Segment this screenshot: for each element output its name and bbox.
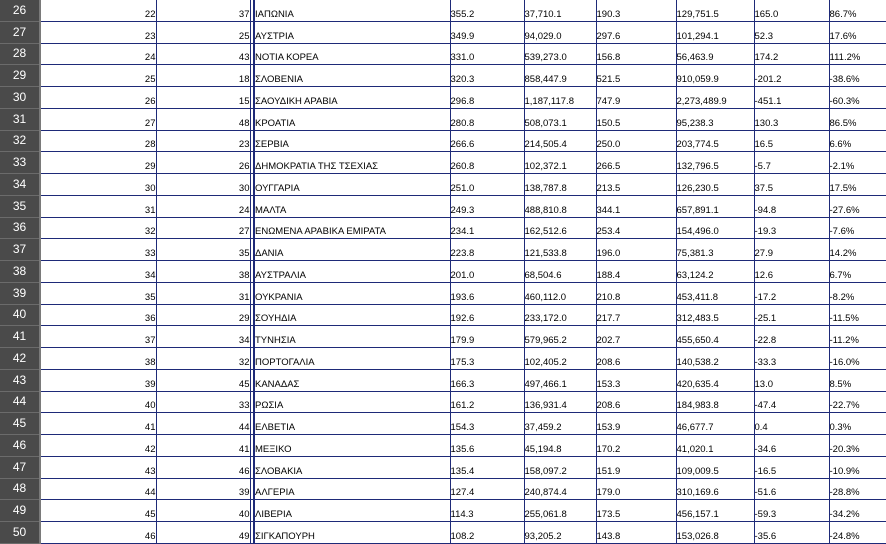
cell-value-2[interactable]: 93,205.2 bbox=[524, 522, 596, 544]
cell-change-pct[interactable]: -2.1% bbox=[829, 152, 886, 174]
row-header[interactable]: 33 bbox=[0, 152, 40, 174]
cell-country[interactable]: ΚΡΟΑΤΙΑ bbox=[254, 108, 450, 130]
cell-change-pct[interactable]: -10.9% bbox=[829, 456, 886, 478]
cell-country[interactable]: ΕΝΩΜΕΝΑ ΑΡΑΒΙΚΑ ΕΜΙΡΑΤΑ bbox=[254, 217, 450, 239]
cell-value-2[interactable]: 68,504.6 bbox=[524, 261, 596, 283]
cell-value-3[interactable]: 521.5 bbox=[596, 65, 676, 87]
cell-change-pct[interactable]: 6.6% bbox=[829, 130, 886, 152]
cell-value-3[interactable]: 217.7 bbox=[596, 304, 676, 326]
cell-rank[interactable]: 26 bbox=[40, 87, 156, 109]
cell-value-2[interactable]: 497,466.1 bbox=[524, 369, 596, 391]
cell-value-1[interactable]: 234.1 bbox=[450, 217, 524, 239]
cell-value-3[interactable]: 210.8 bbox=[596, 282, 676, 304]
cell-change-pct[interactable]: 17.5% bbox=[829, 174, 886, 196]
row-header[interactable]: 49 bbox=[0, 500, 40, 522]
cell-rank[interactable]: 22 bbox=[40, 0, 156, 21]
cell-value-4[interactable]: 456,157.1 bbox=[676, 500, 754, 522]
table-row bbox=[0, 195, 886, 217]
cell-value-1[interactable]: 280.8 bbox=[450, 108, 524, 130]
table-row bbox=[0, 43, 886, 65]
table-row bbox=[0, 261, 886, 283]
cell-value-1[interactable]: 114.3 bbox=[450, 500, 524, 522]
cell-rank[interactable]: 23 bbox=[40, 21, 156, 43]
row-header[interactable]: 44 bbox=[0, 391, 40, 413]
cell-country[interactable]: ΛΙΒΕΡΙΑ bbox=[254, 500, 450, 522]
cell-value-2[interactable]: 214,505.4 bbox=[524, 130, 596, 152]
table-row bbox=[0, 435, 886, 457]
cell-country[interactable]: ΜΑΛΤΑ bbox=[254, 195, 450, 217]
row-header[interactable]: 30 bbox=[0, 87, 40, 109]
cell-value-5[interactable]: -5.7 bbox=[754, 152, 829, 174]
cell-value-1[interactable]: 223.8 bbox=[450, 239, 524, 261]
cell-value-1[interactable]: 166.3 bbox=[450, 369, 524, 391]
cell-prev-rank[interactable]: 33 bbox=[156, 391, 250, 413]
cell-value-3[interactable]: 153.3 bbox=[596, 369, 676, 391]
cell-change-pct[interactable]: -34.2% bbox=[829, 500, 886, 522]
cell-value-3[interactable]: 188.4 bbox=[596, 261, 676, 283]
cell-value-4[interactable]: 455,650.4 bbox=[676, 326, 754, 348]
cell-value-2[interactable]: 162,512.6 bbox=[524, 217, 596, 239]
row-header[interactable]: 41 bbox=[0, 326, 40, 348]
cell-value-2[interactable]: 579,965.2 bbox=[524, 326, 596, 348]
cell-change-pct[interactable]: -11.5% bbox=[829, 304, 886, 326]
cell-value-5[interactable]: 27.9 bbox=[754, 239, 829, 261]
cell-value-5[interactable]: 0.4 bbox=[754, 413, 829, 435]
table-row bbox=[0, 500, 886, 522]
cell-prev-rank[interactable]: 25 bbox=[156, 21, 250, 43]
cell-value-4[interactable]: 56,463.9 bbox=[676, 43, 754, 65]
cell-value-2[interactable]: 102,372.1 bbox=[524, 152, 596, 174]
cell-value-2[interactable]: 508,073.1 bbox=[524, 108, 596, 130]
cell-rank[interactable]: 35 bbox=[40, 282, 156, 304]
cell-value-3[interactable]: 747.9 bbox=[596, 87, 676, 109]
cell-value-2[interactable]: 255,061.8 bbox=[524, 500, 596, 522]
cell-value-5[interactable]: -34.6 bbox=[754, 435, 829, 457]
cell-value-4[interactable]: 132,796.5 bbox=[676, 152, 754, 174]
cell-value-3[interactable]: 151.9 bbox=[596, 456, 676, 478]
table-row bbox=[0, 413, 886, 435]
cell-prev-rank[interactable]: 44 bbox=[156, 413, 250, 435]
cell-value-3[interactable]: 143.8 bbox=[596, 522, 676, 544]
cell-value-1[interactable]: 249.3 bbox=[450, 195, 524, 217]
row-header[interactable]: 50 bbox=[0, 522, 40, 544]
cell-prev-rank[interactable]: 15 bbox=[156, 87, 250, 109]
cell-value-1[interactable]: 349.9 bbox=[450, 21, 524, 43]
cell-rank[interactable]: 45 bbox=[40, 500, 156, 522]
row-header[interactable]: 37 bbox=[0, 239, 40, 261]
cell-prev-rank[interactable]: 35 bbox=[156, 239, 250, 261]
cell-change-pct[interactable]: -11.2% bbox=[829, 326, 886, 348]
cell-rank[interactable]: 34 bbox=[40, 261, 156, 283]
cell-value-5[interactable]: 16.5 bbox=[754, 130, 829, 152]
cell-prev-rank[interactable]: 48 bbox=[156, 108, 250, 130]
cell-value-5[interactable]: 52.3 bbox=[754, 21, 829, 43]
table-row bbox=[0, 391, 886, 413]
cell-value-1[interactable]: 266.6 bbox=[450, 130, 524, 152]
table-row bbox=[0, 369, 886, 391]
cell-value-1[interactable]: 296.8 bbox=[450, 87, 524, 109]
cell-value-1[interactable]: 193.6 bbox=[450, 282, 524, 304]
cell-value-2[interactable]: 102,405.2 bbox=[524, 348, 596, 370]
cell-prev-rank[interactable]: 27 bbox=[156, 217, 250, 239]
cell-value-4[interactable]: 153,026.8 bbox=[676, 522, 754, 544]
cell-rank[interactable]: 24 bbox=[40, 43, 156, 65]
cell-value-2[interactable]: 488,810.8 bbox=[524, 195, 596, 217]
cell-change-pct[interactable]: 111.2% bbox=[829, 43, 886, 65]
cell-prev-rank[interactable]: 31 bbox=[156, 282, 250, 304]
cell-value-1[interactable]: 355.2 bbox=[450, 0, 524, 21]
row-header[interactable]: 34 bbox=[0, 174, 40, 196]
cell-value-3[interactable]: 208.6 bbox=[596, 348, 676, 370]
cell-prev-rank[interactable]: 30 bbox=[156, 174, 250, 196]
cell-value-4[interactable]: 46,677.7 bbox=[676, 413, 754, 435]
table-row bbox=[0, 326, 886, 348]
cell-prev-rank[interactable]: 43 bbox=[156, 43, 250, 65]
table-row bbox=[0, 152, 886, 174]
table-row bbox=[0, 130, 886, 152]
cell-country[interactable]: ΚΑΝΑΔΑΣ bbox=[254, 369, 450, 391]
cell-value-3[interactable]: 173.5 bbox=[596, 500, 676, 522]
cell-value-2[interactable]: 233,172.0 bbox=[524, 304, 596, 326]
cell-value-4[interactable]: 2,273,489.9 bbox=[676, 87, 754, 109]
cell-value-5[interactable]: 37.5 bbox=[754, 174, 829, 196]
cell-value-4[interactable]: 657,891.1 bbox=[676, 195, 754, 217]
cell-value-1[interactable]: 260.8 bbox=[450, 152, 524, 174]
cell-country[interactable]: ΣΛΟΒΑΚΙΑ bbox=[254, 456, 450, 478]
cell-rank[interactable]: 46 bbox=[40, 522, 156, 544]
cell-country[interactable]: ΠΟΡΤΟΓΑΛΙΑ bbox=[254, 348, 450, 370]
row-header[interactable]: 36 bbox=[0, 217, 40, 239]
row-header[interactable]: 48 bbox=[0, 478, 40, 500]
row-header[interactable]: 40 bbox=[0, 304, 40, 326]
cell-value-5[interactable]: -94.8 bbox=[754, 195, 829, 217]
cell-value-3[interactable]: 156.8 bbox=[596, 43, 676, 65]
cell-country[interactable]: ΕΛΒΕΤΙΑ bbox=[254, 413, 450, 435]
cell-value-1[interactable]: 331.0 bbox=[450, 43, 524, 65]
cell-value-2[interactable]: 37,459.2 bbox=[524, 413, 596, 435]
cell-prev-rank[interactable]: 49 bbox=[156, 522, 250, 544]
cell-rank[interactable]: 25 bbox=[40, 65, 156, 87]
cell-country[interactable]: ΑΛΓΕΡΙΑ bbox=[254, 478, 450, 500]
cell-rank[interactable]: 43 bbox=[40, 456, 156, 478]
cell-rank[interactable]: 38 bbox=[40, 348, 156, 370]
cell-value-4[interactable]: 101,294.1 bbox=[676, 21, 754, 43]
cell-value-3[interactable]: 213.5 bbox=[596, 174, 676, 196]
cell-value-5[interactable]: -33.3 bbox=[754, 348, 829, 370]
cell-country[interactable]: ΙΑΠΩΝΙΑ bbox=[254, 0, 450, 21]
cell-country[interactable]: ΜΕΞΙΚΟ bbox=[254, 435, 450, 457]
row-header[interactable]: 47 bbox=[0, 456, 40, 478]
cell-rank[interactable]: 37 bbox=[40, 326, 156, 348]
cell-rank[interactable]: 32 bbox=[40, 217, 156, 239]
cell-change-pct[interactable]: -20.3% bbox=[829, 435, 886, 457]
cell-value-3[interactable]: 170.2 bbox=[596, 435, 676, 457]
cell-rank[interactable]: 31 bbox=[40, 195, 156, 217]
cell-prev-rank[interactable]: 39 bbox=[156, 478, 250, 500]
cell-rank[interactable]: 30 bbox=[40, 174, 156, 196]
cell-change-pct[interactable]: -16.0% bbox=[829, 348, 886, 370]
cell-value-4[interactable]: 140,538.2 bbox=[676, 348, 754, 370]
cell-value-1[interactable]: 175.3 bbox=[450, 348, 524, 370]
cell-value-1[interactable]: 251.0 bbox=[450, 174, 524, 196]
cell-value-2[interactable]: 121,533.8 bbox=[524, 239, 596, 261]
cell-country[interactable]: ΔΑΝΙΑ bbox=[254, 239, 450, 261]
cell-value-3[interactable]: 253.4 bbox=[596, 217, 676, 239]
cell-prev-rank[interactable]: 24 bbox=[156, 195, 250, 217]
cell-value-3[interactable]: 153.9 bbox=[596, 413, 676, 435]
cell-value-1[interactable]: 320.3 bbox=[450, 65, 524, 87]
table-row bbox=[0, 108, 886, 130]
cell-prev-rank[interactable]: 41 bbox=[156, 435, 250, 457]
cell-country[interactable]: ΣΛΟΒΕΝΙΑ bbox=[254, 65, 450, 87]
cell-country[interactable]: ΣΕΡΒΙΑ bbox=[254, 130, 450, 152]
table-row bbox=[0, 217, 886, 239]
cell-value-3[interactable]: 344.1 bbox=[596, 195, 676, 217]
cell-rank[interactable]: 42 bbox=[40, 435, 156, 457]
cell-value-5[interactable]: -201.2 bbox=[754, 65, 829, 87]
cell-value-5[interactable]: -35.6 bbox=[754, 522, 829, 544]
table-row bbox=[0, 304, 886, 326]
row-header[interactable]: 45 bbox=[0, 413, 40, 435]
cell-value-5[interactable]: -47.4 bbox=[754, 391, 829, 413]
cell-value-2[interactable]: 45,194.8 bbox=[524, 435, 596, 457]
table-row bbox=[0, 239, 886, 261]
cell-prev-rank[interactable]: 18 bbox=[156, 65, 250, 87]
cell-rank[interactable]: 39 bbox=[40, 369, 156, 391]
cell-country[interactable]: ΔΗΜΟΚΡΑΤΙΑ ΤΗΣ ΤΣΕΧΙΑΣ bbox=[254, 152, 450, 174]
cell-change-pct[interactable]: -27.6% bbox=[829, 195, 886, 217]
row-header[interactable]: 29 bbox=[0, 65, 40, 87]
cell-change-pct[interactable]: -8.2% bbox=[829, 282, 886, 304]
cell-prev-rank[interactable]: 40 bbox=[156, 500, 250, 522]
cell-value-2[interactable]: 37,710.1 bbox=[524, 0, 596, 21]
cell-change-pct[interactable]: 17.6% bbox=[829, 21, 886, 43]
cell-value-4[interactable]: 75,381.3 bbox=[676, 239, 754, 261]
cell-prev-rank[interactable]: 37 bbox=[156, 0, 250, 21]
cell-change-pct[interactable]: -24.8% bbox=[829, 522, 886, 544]
cell-value-5[interactable]: 13.0 bbox=[754, 369, 829, 391]
cell-rank[interactable]: 29 bbox=[40, 152, 156, 174]
cell-prev-rank[interactable]: 23 bbox=[156, 130, 250, 152]
row-header[interactable]: 31 bbox=[0, 108, 40, 130]
cell-value-1[interactable]: 192.6 bbox=[450, 304, 524, 326]
cell-value-4[interactable]: 420,635.4 bbox=[676, 369, 754, 391]
cell-value-5[interactable]: -59.3 bbox=[754, 500, 829, 522]
cell-value-5[interactable]: -17.2 bbox=[754, 282, 829, 304]
cell-country[interactable]: ΑΥΣΤΡΑΛΙΑ bbox=[254, 261, 450, 283]
cell-country[interactable]: ΑΥΣΤΡΙΑ bbox=[254, 21, 450, 43]
table-row bbox=[0, 282, 886, 304]
cell-country[interactable]: ΣΟΥΗΔΙΑ bbox=[254, 304, 450, 326]
row-header[interactable]: 43 bbox=[0, 369, 40, 391]
cell-change-pct[interactable]: 14.2% bbox=[829, 239, 886, 261]
cell-change-pct[interactable]: -60.3% bbox=[829, 87, 886, 109]
cell-country[interactable]: ΟΥΚΡΑΝΙΑ bbox=[254, 282, 450, 304]
cell-value-2[interactable]: 460,112.0 bbox=[524, 282, 596, 304]
cell-change-pct[interactable]: -28.8% bbox=[829, 478, 886, 500]
cell-value-2[interactable]: 138,787.8 bbox=[524, 174, 596, 196]
cell-change-pct[interactable]: -7.6% bbox=[829, 217, 886, 239]
row-header[interactable]: 26 bbox=[0, 0, 40, 21]
cell-value-1[interactable]: 127.4 bbox=[450, 478, 524, 500]
cell-prev-rank[interactable]: 29 bbox=[156, 304, 250, 326]
cell-change-pct[interactable]: -38.6% bbox=[829, 65, 886, 87]
cell-value-4[interactable]: 154,496.0 bbox=[676, 217, 754, 239]
cell-value-5[interactable]: -25.1 bbox=[754, 304, 829, 326]
cell-prev-rank[interactable]: 45 bbox=[156, 369, 250, 391]
cell-value-1[interactable]: 161.2 bbox=[450, 391, 524, 413]
cell-value-4[interactable]: 453,411.8 bbox=[676, 282, 754, 304]
cell-value-1[interactable]: 179.9 bbox=[450, 326, 524, 348]
cell-value-1[interactable]: 201.0 bbox=[450, 261, 524, 283]
cell-value-3[interactable]: 250.0 bbox=[596, 130, 676, 152]
cell-value-4[interactable]: 910,059.9 bbox=[676, 65, 754, 87]
cell-rank[interactable]: 44 bbox=[40, 478, 156, 500]
cell-value-1[interactable]: 135.6 bbox=[450, 435, 524, 457]
cell-change-pct[interactable]: 8.5% bbox=[829, 369, 886, 391]
cell-value-4[interactable]: 95,238.3 bbox=[676, 108, 754, 130]
cell-value-2[interactable]: 539,273.0 bbox=[524, 43, 596, 65]
cell-value-3[interactable]: 150.5 bbox=[596, 108, 676, 130]
cell-rank[interactable]: 28 bbox=[40, 130, 156, 152]
cell-value-3[interactable]: 196.0 bbox=[596, 239, 676, 261]
cell-rank[interactable]: 40 bbox=[40, 391, 156, 413]
cell-value-2[interactable]: 858,447.9 bbox=[524, 65, 596, 87]
cell-prev-rank[interactable]: 26 bbox=[156, 152, 250, 174]
cell-value-1[interactable]: 154.3 bbox=[450, 413, 524, 435]
cell-value-3[interactable]: 202.7 bbox=[596, 326, 676, 348]
row-header[interactable]: 38 bbox=[0, 261, 40, 283]
cell-country[interactable]: ΣΑΟΥΔΙΚΗ ΑΡΑΒΙΑ bbox=[254, 87, 450, 109]
table-row bbox=[0, 456, 886, 478]
table-row bbox=[0, 522, 886, 544]
cell-value-3[interactable]: 266.5 bbox=[596, 152, 676, 174]
cell-value-5[interactable]: 12.6 bbox=[754, 261, 829, 283]
cell-value-4[interactable]: 126,230.5 bbox=[676, 174, 754, 196]
cell-rank[interactable]: 41 bbox=[40, 413, 156, 435]
table-row bbox=[0, 348, 886, 370]
row-header[interactable]: 32 bbox=[0, 130, 40, 152]
cell-value-5[interactable]: 174.2 bbox=[754, 43, 829, 65]
cell-change-pct[interactable]: 6.7% bbox=[829, 261, 886, 283]
table-row bbox=[0, 174, 886, 196]
row-header[interactable]: 27 bbox=[0, 21, 40, 43]
cell-change-pct[interactable]: 86.5% bbox=[829, 108, 886, 130]
row-header[interactable]: 42 bbox=[0, 348, 40, 370]
cell-value-4[interactable]: 63,124.2 bbox=[676, 261, 754, 283]
row-header[interactable]: 35 bbox=[0, 195, 40, 217]
cell-value-1[interactable]: 108.2 bbox=[450, 522, 524, 544]
row-header[interactable]: 46 bbox=[0, 435, 40, 457]
cell-change-pct[interactable]: 0.3% bbox=[829, 413, 886, 435]
cell-value-5[interactable]: 165.0 bbox=[754, 0, 829, 21]
cell-value-3[interactable]: 190.3 bbox=[596, 0, 676, 21]
table-row bbox=[0, 478, 886, 500]
cell-prev-rank[interactable]: 32 bbox=[156, 348, 250, 370]
table-row bbox=[0, 87, 886, 109]
cell-country[interactable]: ΡΩΣΙΑ bbox=[254, 391, 450, 413]
cell-prev-rank[interactable]: 46 bbox=[156, 456, 250, 478]
cell-value-4[interactable]: 203,774.5 bbox=[676, 130, 754, 152]
cell-rank[interactable]: 33 bbox=[40, 239, 156, 261]
cell-value-2[interactable]: 158,097.2 bbox=[524, 456, 596, 478]
cell-change-pct[interactable]: 86.7% bbox=[829, 0, 886, 21]
cell-country[interactable]: ΣΙΓΚΑΠΟΥΡΗ bbox=[254, 522, 450, 544]
cell-rank[interactable]: 36 bbox=[40, 304, 156, 326]
cell-value-3[interactable]: 179.0 bbox=[596, 478, 676, 500]
cell-country[interactable]: ΟΥΓΓΑΡΙΑ bbox=[254, 174, 450, 196]
cell-value-5[interactable]: -16.5 bbox=[754, 456, 829, 478]
cell-value-4[interactable]: 312,483.5 bbox=[676, 304, 754, 326]
row-header[interactable]: 28 bbox=[0, 43, 40, 65]
cell-rank[interactable]: 27 bbox=[40, 108, 156, 130]
table-row bbox=[0, 21, 886, 43]
cell-value-1[interactable]: 135.4 bbox=[450, 456, 524, 478]
cell-value-4[interactable]: 41,020.1 bbox=[676, 435, 754, 457]
cell-value-4[interactable]: 129,751.5 bbox=[676, 0, 754, 21]
cell-value-5[interactable]: -22.8 bbox=[754, 326, 829, 348]
cell-value-2[interactable]: 94,029.0 bbox=[524, 21, 596, 43]
cell-value-5[interactable]: 130.3 bbox=[754, 108, 829, 130]
cell-country[interactable]: ΤΥΝΗΣΙΑ bbox=[254, 326, 450, 348]
cell-value-3[interactable]: 297.6 bbox=[596, 21, 676, 43]
cell-value-2[interactable]: 1,187,117.8 bbox=[524, 87, 596, 109]
cell-value-5[interactable]: -451.1 bbox=[754, 87, 829, 109]
cell-value-5[interactable]: -51.6 bbox=[754, 478, 829, 500]
cell-value-5[interactable]: -19.3 bbox=[754, 217, 829, 239]
row-header[interactable]: 39 bbox=[0, 282, 40, 304]
table-row bbox=[0, 65, 886, 87]
cell-country[interactable]: ΝΟΤΙΑ ΚΟΡΕΑ bbox=[254, 43, 450, 65]
cell-prev-rank[interactable]: 34 bbox=[156, 326, 250, 348]
cell-prev-rank[interactable]: 38 bbox=[156, 261, 250, 283]
cell-change-pct[interactable]: -22.7% bbox=[829, 391, 886, 413]
cell-value-2[interactable]: 136,931.4 bbox=[524, 391, 596, 413]
cell-value-2[interactable]: 240,874.4 bbox=[524, 478, 596, 500]
cell-value-4[interactable]: 310,169.6 bbox=[676, 478, 754, 500]
table-row bbox=[0, 0, 886, 21]
cell-value-3[interactable]: 208.6 bbox=[596, 391, 676, 413]
cell-value-4[interactable]: 184,983.8 bbox=[676, 391, 754, 413]
cell-value-4[interactable]: 109,009.5 bbox=[676, 456, 754, 478]
